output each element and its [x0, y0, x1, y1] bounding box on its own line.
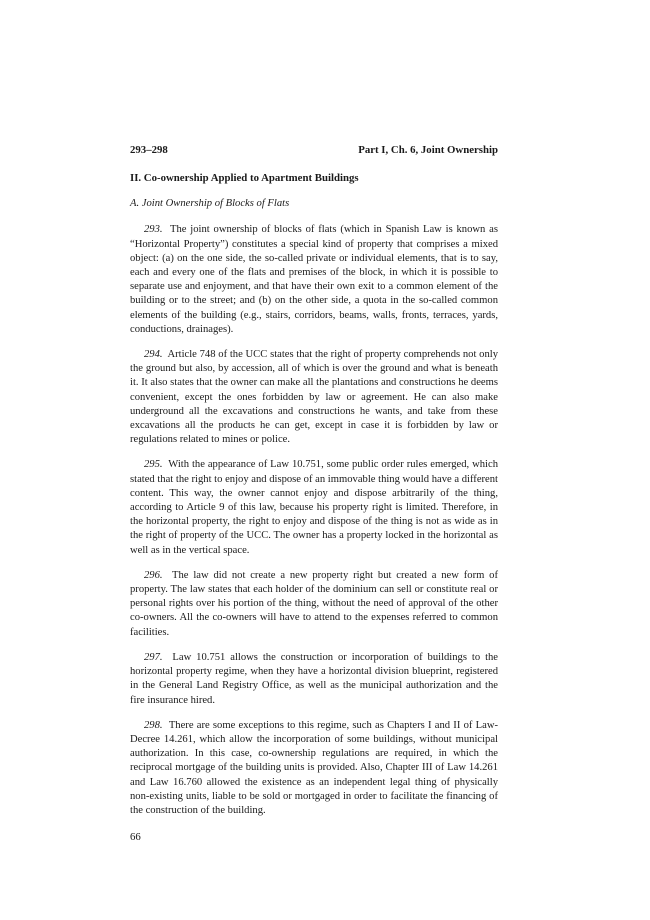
running-header — [130, 143, 498, 161]
paragraph-293 — [130, 223, 498, 337]
paragraph-text: There are some exceptions to this regime, such as Chapters I and II of Law-Decree 14.261, which allow the incorporation of some buildings, without municipal authorization. In this case, co-ownership regulations are required, in which the reciprocal mortgage of the building units is provided. Also, Chapter III of Law 14.261 and Law 16.760 allowed the existence as an independent legal thing of physically non-existing units, liable to be sold or mortgaged in order to facilitate the financing of the construction of the building. — [130, 719, 498, 816]
page-number: 66 — [130, 831, 141, 844]
subsection-title: A. Joint Ownership of Blocks of Flats — [130, 198, 290, 210]
paragraph-text: Article 748 of the UCC states that the right of property comprehends not only the ground but also, by accession, all of which is over the ground and what is beneath it. It also states that the owner can make all the plantations and constructions he deems convenient, except the ones forbidden by law or agreement. He can also make underground all the excavations and constructions he wants, and take from these excavations all the products he can get, except in case it is forbidden by law or regulations related to mines or police. — [130, 349, 499, 446]
paragraph-text: Law 10.751 allows the construction or incorporation of buildings to the horizontal property regime, when they have a horizontal division blueprint, registered in the General Land Registry Office, as well as the municipal authorization and the fire insurance hired. — [130, 651, 499, 706]
paragraph-text: The joint ownership of blocks of flats (which in Spanish Law is known as “Horizontal Property”) constitutes a special kind of property that comprises a mixed object: (a) on the one side, the so-called private or individual elements, that is to say, each and every one of the flats and premises of the block, in which it is possible to separate use and enjoyment, and that have their own exit to a common element of the building or to the street; and (b) on the other side, a quota in the so-called common elements of the building (e.g., stairs, corridors, beams, walls, fronts, terraces, yards, conductions, drainages). — [130, 224, 498, 335]
paragraph-number: 293. — [144, 224, 163, 236]
header-chapter-title: Part I, Ch. 6, Joint Ownership — [358, 144, 498, 156]
document-page — [130, 143, 498, 844]
paragraph-295 — [130, 458, 498, 557]
paragraph-text: With the appearance of Law 10.751, some public order rules emerged, which stated that the right to enjoy and dispose of an immovable thing would have a different content. This way, the owner cannot enjoy and dispose arbitrarily of the thing, according to Article 9 of this law, because his property right is limited. Therefore, in the horizontal property, the right to enjoy and dispose of the thing is not as wide as in the right of property of the UCC. The owner has a property locked in the horizontal as well as in the vertical space. — [130, 459, 498, 556]
paragraph-number: 295. — [144, 459, 163, 471]
section-title: II. Co-ownership Applied to Apartment Buildings — [130, 172, 359, 184]
paragraph-number: 297. — [144, 651, 163, 663]
paragraph-294 — [130, 348, 498, 447]
paragraph-298 — [130, 719, 498, 818]
paragraph-296 — [130, 569, 498, 640]
header-paragraph-range: 293–298 — [130, 144, 168, 156]
paragraph-297 — [130, 651, 498, 708]
paragraph-number: 296. — [144, 569, 163, 581]
paragraph-number: 298. — [144, 719, 163, 731]
paragraph-number: 294. — [144, 349, 163, 361]
paragraph-text: The law did not create a new property right but created a new form of property. The law states that each holder of the dominium can sell or constitute real or personal rights over his portion of the thing, without the need of approval of the other co-owners. All the co-owners will have to attend to the expenses referred to common facilities. — [130, 569, 498, 638]
